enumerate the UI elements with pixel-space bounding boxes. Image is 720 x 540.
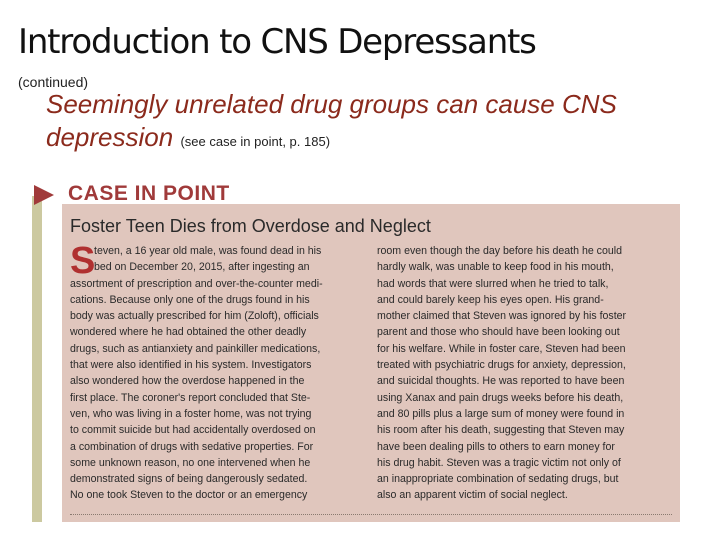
case-text-line: have been dealing pills to others to earn money for: [377, 440, 615, 453]
case-text-line: first place. The coroner's report concluded that Ste-: [70, 391, 311, 404]
slide-subtitle: (continued): [18, 74, 89, 90]
case-text-left-column: [70, 240, 323, 504]
bullet-point: [46, 88, 706, 158]
case-text-line: had words that were slurred when he tried to talk,: [377, 277, 609, 290]
case-text-line: teven, a 16 year old male, was found dead in his: [94, 245, 322, 257]
drop-cap: S: [70, 240, 96, 282]
case-text-line: also an apparent victim of social neglect.: [377, 489, 568, 502]
case-text-line: and 80 pills plus a large sum of money were found in: [377, 407, 625, 420]
case-text-line: that were also identified in his system. Investigators: [70, 359, 312, 372]
case-text-line: hardly walk, was unable to keep food in his mouth,: [377, 261, 614, 274]
case-text-line: parent and those who should have been looking out: [377, 326, 620, 339]
case-text-line: wondered where he had obtained the other deadly: [70, 326, 307, 339]
case-text-line: some unknown reason, no one intervened when he: [70, 456, 311, 469]
case-text-line: to commit suicide but had accidentally overdosed on: [70, 424, 316, 437]
case-text-line: his room after his death, suggesting that Steven may: [377, 424, 625, 437]
case-text-line: an inappropriate combination of sedating drugs, but: [377, 473, 619, 486]
case-text-line: room even though the day before his death he could: [377, 245, 623, 257]
case-headline: Foster Teen Dies from Overdose and Neglect: [70, 216, 431, 236]
case-text-right-column: [377, 243, 626, 504]
case-text-line: mother claimed that Steven was ignored by his foster: [377, 310, 627, 323]
case-text-line: his drug habit. Steven was a tragic victim not only of: [377, 456, 621, 469]
case-heading: CASE IN POINT: [68, 182, 230, 205]
case-text-line: treated with psychiatric drugs for anxiety, depression,: [377, 359, 626, 372]
case-text-line: and could barely keep his eyes open. His grand-: [377, 293, 604, 306]
case-text-line: drugs, such as antianxiety and painkiller medications,: [70, 342, 321, 355]
case-text-line: and suicidal thoughts. He was reported to have been: [377, 375, 625, 388]
case-text-line: No one took Steven to the doctor or an emergency: [70, 489, 308, 502]
case-text-line: demonstrated signs of being dangerously sedated.: [70, 473, 308, 486]
dotted-divider: [70, 514, 672, 515]
case-text-line: body was actually prescribed for him (Zoloft), officials: [70, 310, 319, 323]
case-in-point-figure: [32, 180, 680, 522]
case-text-line: ven, who was living in a foster home, was not trying: [70, 407, 312, 420]
case-text-line: cations. Because only one of the drugs found in his: [70, 293, 310, 306]
case-text-line: using Xanax and pain drugs weeks before his death,: [377, 391, 624, 404]
slide-title: Introduction to CNS Depressants: [18, 22, 536, 62]
bullet-text: Seemingly unrelated drug groups can cause CNS depression: [46, 89, 617, 152]
case-text-line: a combination of drugs with sedative properties. For: [70, 440, 314, 453]
bullet-note: (see case in point, p. 185): [180, 134, 331, 149]
triangle-arrow-icon: [34, 185, 54, 205]
case-text-line: bed on December 20, 2015, after ingesting an: [94, 261, 310, 274]
case-text-line: for his welfare. While in foster care, Steven had been: [377, 342, 626, 355]
case-text-line: assortment of prescription and over-the-counter medi-: [70, 277, 323, 290]
case-text-line: also wondered how the overdose happened in the: [70, 375, 305, 388]
accent-bar: [32, 196, 42, 522]
